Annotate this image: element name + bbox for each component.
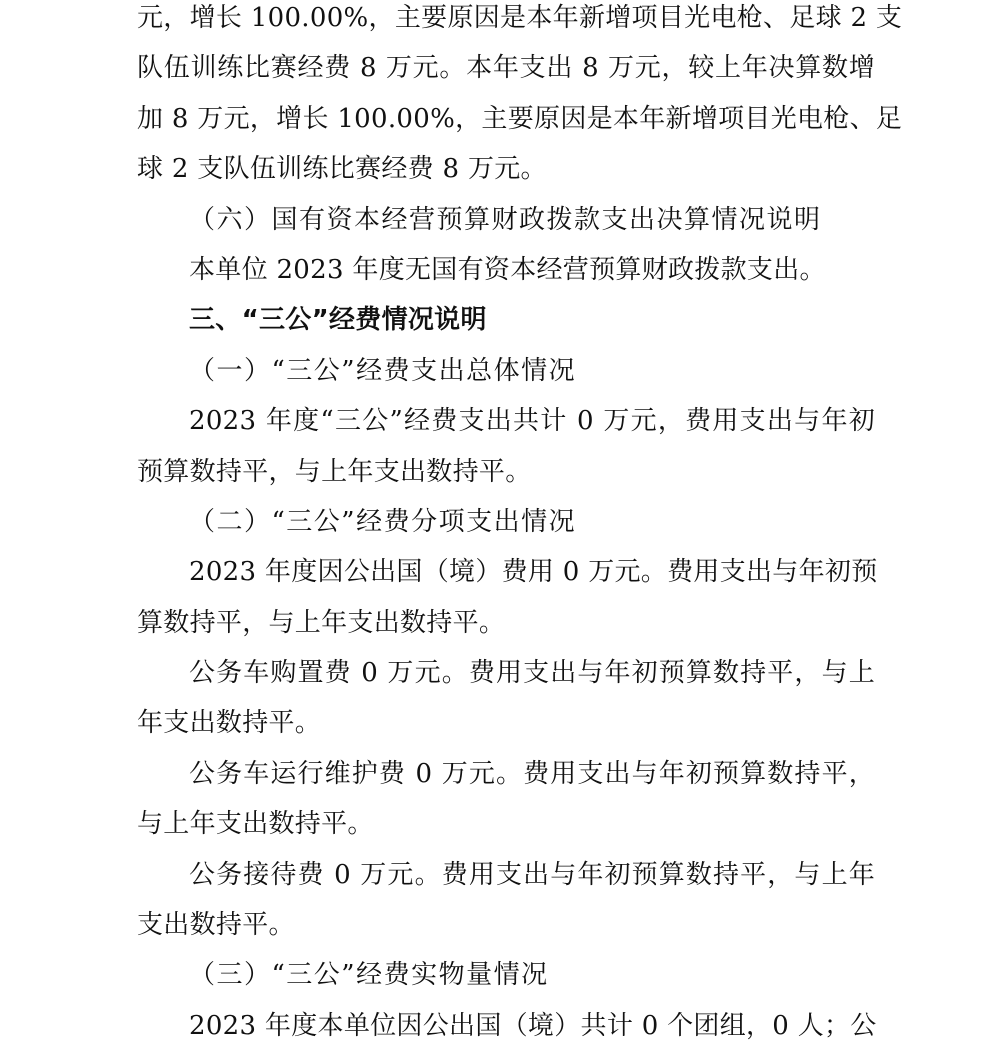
section-subheading: （六）国有资本经营预算财政拨款支出决算情况说明	[189, 204, 822, 235]
section-heading: 三、“三公”经费情况说明	[189, 305, 487, 336]
paragraph-line: 公务车购置费 0 万元。费用支出与年初预算数持平，与上	[189, 658, 875, 689]
paragraph-line: 支出数持平。	[137, 910, 295, 941]
paragraph-line: 队伍训练比赛经费 8 万元。本年支出 8 万元，较上年决算数增	[137, 53, 875, 84]
paragraph-line: 算数持平，与上年支出数持平。	[137, 607, 506, 638]
paragraph-line: 2023 年度“三公”经费支出共计 0 万元，费用支出与年初	[189, 406, 875, 437]
paragraph-line: 2023 年度因公出国（境）费用 0 万元。费用支出与年初预	[189, 557, 878, 588]
paragraph-line: 2023 年度本单位因公出国（境）共计 0 个团组，0 人；公	[189, 1010, 877, 1041]
paragraph-line: 公务接待费 0 万元。费用支出与年初预算数持平，与上年	[189, 859, 875, 890]
paragraph-line: 年支出数持平。	[137, 708, 322, 739]
paragraph-line: 球 2 支队伍训练比赛经费 8 万元。	[137, 154, 547, 185]
section-subheading: （二）“三公”经费分项支出情况	[189, 506, 577, 537]
paragraph-line: 公务车运行维护费 0 万元。费用支出与年初预算数持平，	[189, 758, 875, 789]
paragraph-line: 本单位 2023 年度无国有资本经营预算财政拨款支出。	[189, 254, 826, 285]
paragraph-line: 预算数持平，与上年支出数持平。	[137, 456, 532, 487]
paragraph-line: 与上年支出数持平。	[137, 809, 374, 840]
section-subheading: （一）“三公”经费支出总体情况	[189, 355, 577, 386]
paragraph-line: 加 8 万元，增长 100.00%，主要原因是本年新增项目光电枪、足	[137, 103, 903, 134]
document-page	[137, 0, 903, 1051]
section-subheading: （三）“三公”经费实物量情况	[189, 960, 549, 991]
paragraph-line: 元，增长 100.00%，主要原因是本年新增项目光电枪、足球 2 支	[137, 3, 903, 33]
